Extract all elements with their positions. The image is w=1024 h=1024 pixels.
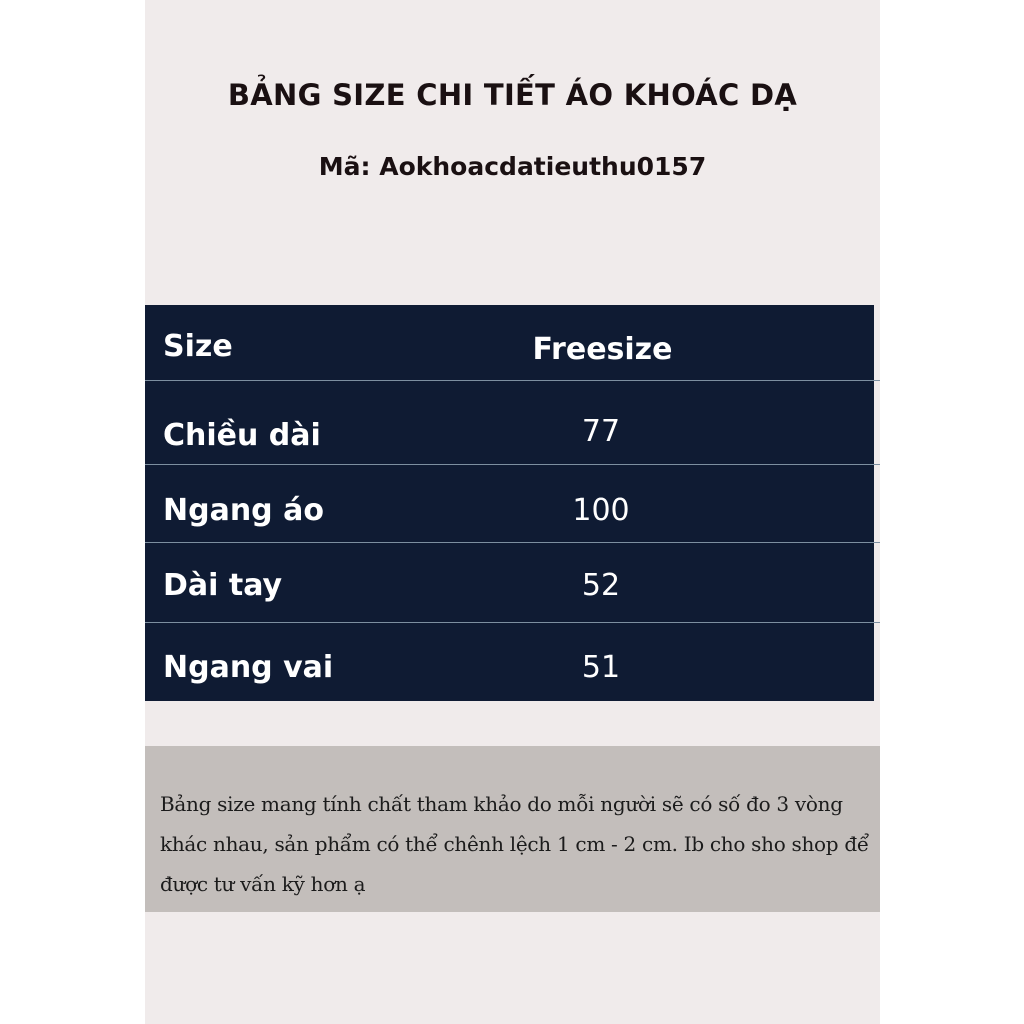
size-table: [145, 305, 874, 701]
header-size-label: Size: [163, 329, 233, 364]
row-value-sleeve: 52: [581, 568, 621, 603]
page-title: BẢNG SIZE CHI TIẾT ÁO KHOÁC DẠ: [227, 78, 798, 112]
header-size-value: Freesize: [532, 332, 673, 367]
table-row: [145, 381, 880, 465]
size-chart-card: [145, 0, 880, 1024]
row-value-length: 77: [581, 414, 621, 449]
row-label-sleeve: Dài tay: [163, 568, 283, 603]
table-row: [145, 465, 880, 543]
reference-note-box: [145, 746, 880, 912]
table-header-row: [145, 305, 880, 381]
row-value-chest: 100: [572, 493, 630, 528]
row-label-length: Chiều dài: [163, 418, 321, 453]
row-label-chest: Ngang áo: [163, 493, 324, 528]
row-label-shoulder: Ngang vai: [163, 650, 334, 685]
row-value-shoulder: 51: [581, 650, 621, 685]
reference-note-text: Bảng size mang tính chất tham khảo do mỗi người sẽ có số đo 3 vòng khác nhau, sản phẩm có thể chênh lệch 1 cm - 2 cm. Ib cho sho shop để được tư vấn kỹ hơn ạ: [160, 792, 869, 896]
table-row: [145, 543, 880, 623]
product-code: Mã: Aokhoacdatieuthu0157: [318, 152, 707, 181]
table-row: [145, 623, 880, 701]
